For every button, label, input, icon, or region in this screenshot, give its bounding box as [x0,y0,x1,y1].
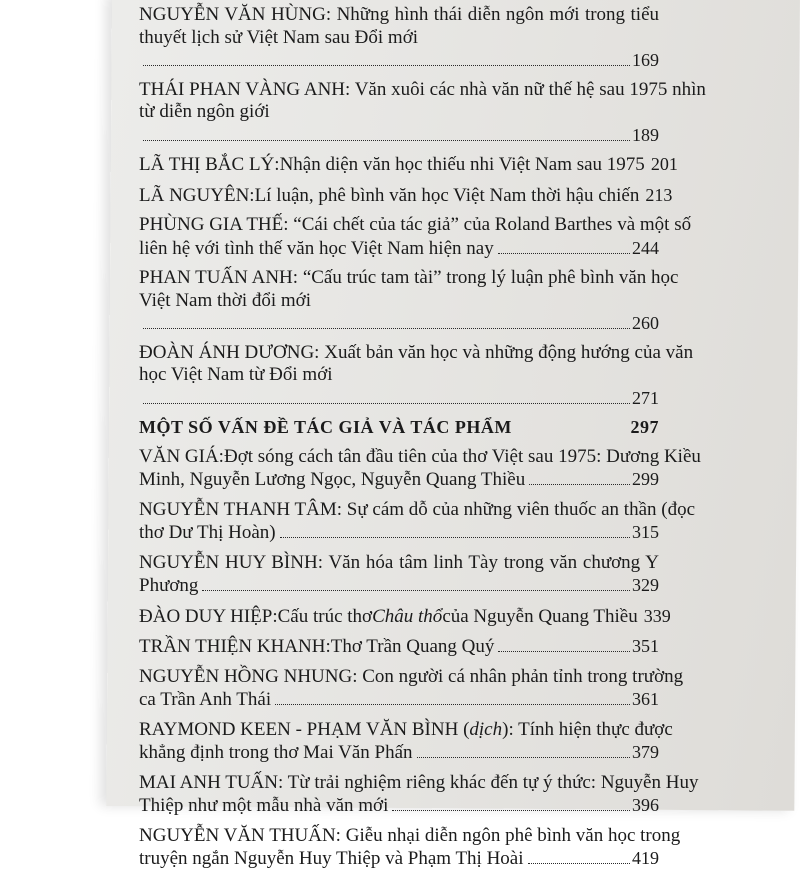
toc-line [139,78,706,102]
toc-line [139,574,659,598]
toc-author-end: ): [502,718,514,740]
toc-title: Cấu trúc thơ [277,605,373,627]
toc-entry [139,341,694,410]
toc-entry [139,4,659,72]
page-number: 299 [632,469,659,489]
toc-title: Giễu nhại diễn ngôn phê bình văn học trong [340,824,681,846]
toc-line [139,688,659,712]
toc-line [139,824,681,848]
page-number: 213 [645,184,673,205]
toc-title-cont: Minh, Nguyễn Lương Ngọc, Nguyễn Quang Thiều [139,469,526,490]
toc-author: LÃ NGUYÊN: [139,184,255,206]
section-title: MỘT SỐ VẤN ĐỀ TÁC GIẢ VÀ TÁC PHẨM [139,417,512,437]
toc-line [139,771,699,795]
page-number: 339 [643,605,671,626]
leader-dots [202,590,630,591]
toc-entry [139,824,681,871]
toc-title-cont: ca Trần Anh Thái [139,689,272,710]
page-number: 271 [632,387,659,408]
toc-line [139,468,659,492]
toc-line [139,237,659,261]
toc-line [139,794,659,818]
toc-title: “Cái chết của tác giả” của Roland Barthes và một số [288,214,692,235]
toc-title-cont: từ diễn ngôn giới [139,101,270,122]
leader-dots [417,757,630,758]
toc-line [139,364,659,387]
leader-dots [280,537,630,538]
toc-line [139,267,679,290]
page-number: 169 [632,50,659,70]
page-number: 189 [632,124,659,145]
toc-title-cont: thơ Dư Thị Hoàn) [139,522,276,543]
toc-line [139,521,659,545]
toc-line [139,387,659,410]
toc-line [139,665,684,689]
toc-title: Những hình thái diễn ngôn mới trong tiểu [331,4,660,25]
page-number: 260 [632,313,659,333]
toc-line [139,4,659,27]
toc-title: Con người cá nhân phản tỉnh trong trường [357,665,684,687]
toc-author: NGUYỄN VĂN HÙNG: [139,4,332,25]
toc-line [139,552,659,575]
toc-line [139,101,659,124]
toc-author: VĂN GIÁ: [139,445,224,467]
toc-line [139,605,671,629]
toc-entry [139,552,659,598]
toc-title-cont: Phương [139,575,199,596]
toc-title-cont: Thiệp như một mẫu nhà văn mới [139,795,389,816]
page-number: 315 [632,522,659,542]
page-number: 244 [632,237,659,258]
toc-title-cont: thuyết lịch sử Việt Nam sau Đổi mới [139,26,419,48]
toc-title: Đợt sóng cách tân đầu tiên của thơ Việt sau 1975: Dương Kiều [223,445,701,467]
toc-author: ĐOÀN ÁNH DƯƠNG: [139,341,320,363]
toc-title: Nhận diện văn học thiếu nhi Việt Nam sau 1975 [279,154,645,175]
section-heading [139,416,659,439]
toc-entry [139,771,699,818]
toc-entry [139,665,684,712]
toc-line [139,124,659,147]
leader-dots [143,65,630,66]
toc-line [139,445,701,469]
toc-title: Thơ Trần Quang Quý [330,636,495,657]
page-number: 329 [632,575,659,595]
toc-title-cont: Việt Nam thời đổi mới [139,289,311,311]
leader-dots [392,810,630,811]
toc-author: NGUYỄN THANH TÂM: [139,498,343,520]
toc-title: Văn xuôi các nhà văn nữ thế hệ sau 1975 nhìn [350,78,706,100]
toc-entry [139,153,678,177]
toc-title: Xuất bản văn học và những động hướng của văn [319,341,694,363]
toc-line [139,312,659,335]
toc-line [139,741,659,765]
toc-line [139,184,673,208]
toc-title: Văn hóa tâm linh Tày trong văn chương Y [323,551,659,573]
page-number: 419 [632,848,659,868]
toc-author: PHAN TUẤN ANH: [139,267,299,288]
leader-dots [143,403,630,404]
toc-title-italic: Châu thổ [372,605,443,627]
toc-entry [139,605,671,629]
toc-title-cont: khẳng định trong thơ Mai Văn Phấn [139,742,413,763]
toc-author: ĐÀO DUY HIỆP: [139,605,278,627]
toc-author-italic: dịch [469,718,503,740]
toc-line [139,214,692,237]
leader-dots [143,328,630,329]
toc-entry [139,184,673,208]
toc-line [139,49,659,72]
toc-title: “Cấu trúc tam tài” trong lý luận phê bình văn học [298,267,679,288]
page-number: 201 [650,154,678,174]
page-number: 297 [630,417,659,437]
toc-entry [139,718,673,765]
toc-line [139,153,678,177]
toc-title-end: của Nguyễn Quang Thiều [442,605,638,627]
toc-line [139,635,659,659]
toc-author: NGUYỄN HUY BÌNH: [139,551,323,573]
toc-entry [139,635,659,659]
toc-title: Sự cám dỗ của những viên thuốc an thần (đọc [342,498,696,520]
toc-author: NGUYỄN HỒNG NHUNG: [139,665,358,687]
toc-line [139,847,659,871]
toc-author: THÁI PHAN VÀNG ANH: [139,78,351,100]
page-number: 396 [632,795,659,815]
toc-title: Lí luận, phê bình văn học Việt Nam thời hậu chiến [254,184,640,206]
toc-author: MAI ANH TUẤN: [139,771,284,793]
toc-entry [139,267,679,335]
toc-entry [139,445,701,492]
page-number: 379 [632,742,659,762]
toc-author: TRẦN THIỆN KHANH: [139,636,331,657]
toc-entry [139,78,706,147]
leader-dots [498,651,630,652]
toc-title-cont: học Việt Nam từ Đổi mới [139,364,333,385]
leader-dots [498,253,630,254]
page-number: 361 [632,689,659,709]
toc-entry [139,498,696,545]
page-number: 351 [632,636,659,656]
leader-dots [528,863,630,864]
leader-dots [143,140,630,141]
toc-line [139,27,659,50]
leader-dots [275,704,630,705]
toc-line [139,498,696,522]
leader-dots [529,484,630,485]
toc-title: Tính hiện thực được [513,718,673,740]
toc-author: LÃ THỊ BẮC LÝ: [139,154,280,175]
toc-title: Từ trải nghiệm riêng khác đến tự ý thức: Nguyễn Huy [283,771,699,793]
toc-line [139,341,694,365]
toc-title-cont: truyện ngắn Nguyễn Huy Thiệp và Phạm Thị Hoài [139,848,524,869]
toc-line [139,290,659,313]
toc-author: RAYMOND KEEN - PHẠM VĂN BÌNH ( [139,718,470,740]
toc-line [139,718,673,742]
toc-entry [139,214,692,260]
table-of-contents [139,4,706,878]
toc-title-cont: liên hệ với tình thế văn học Việt Nam hiện nay [139,237,494,259]
toc-author: NGUYỄN VĂN THUẤN: [139,824,341,846]
toc-author: PHÙNG GIA THẾ: [139,214,289,235]
